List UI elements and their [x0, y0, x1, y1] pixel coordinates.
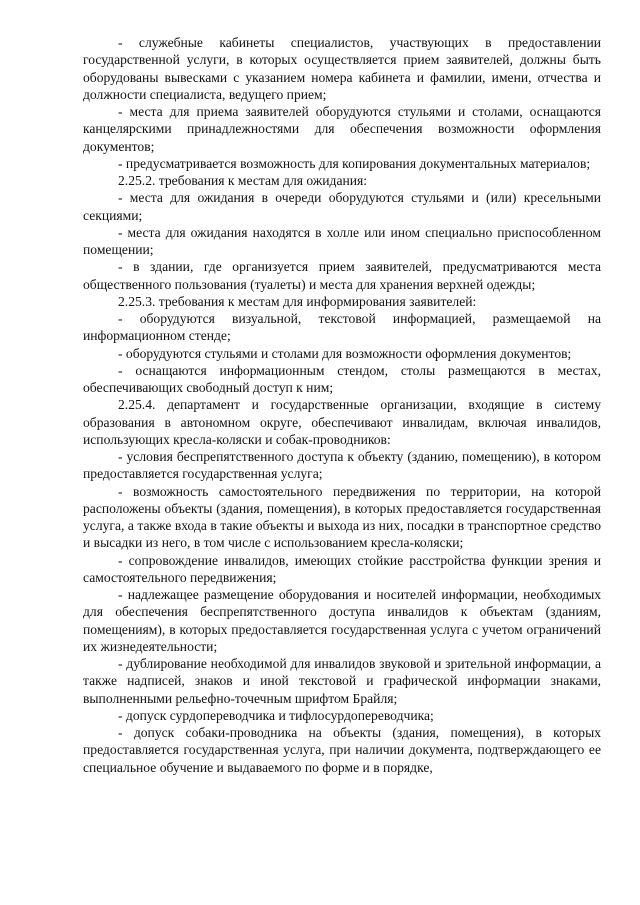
section-heading: 2.25.3. требования к местам для информирования заявителей:	[118, 293, 477, 309]
paragraph: - надлежащее размещение оборудования и носителей информации, необходимых для обеспечения беспрепятственного доступа инвалидов к объектам (зданиям, помещениям), в которых предоставляется государственная услуга с учетом ограничений их жизнедеятельности;	[83, 587, 601, 654]
paragraph: - служебные кабинеты специалистов, участвующих в предоставлении государственной услуги, в которых осуществляется прием заявителей, должны быть оборудованы вывесками с указанием номера кабинета и фамилии, имени, отчества и должности специалиста, ведущего прием;	[83, 35, 601, 102]
paragraph: - допуск сурдопереводчика и тифлосурдопереводчика;	[118, 707, 434, 723]
paragraph: - места для ожидания в очереди оборудуются стульями и (или) кресельными секциями;	[83, 190, 601, 223]
paragraph: - оборудуются стульями и столами для возможности оформления документов;	[118, 345, 572, 361]
section-heading: 2.25.2. требования к местам для ожидания:	[118, 173, 368, 188]
paragraph: - предусматривается возможность для копирования документальных материалов;	[118, 155, 591, 171]
paragraph: - оснащаются информационным стендом, столы размещаются в местах, обеспечивающих свободный доступ к ним;	[83, 362, 601, 395]
document-body	[83, 34, 601, 776]
paragraph: - сопровождение инвалидов, имеющих стойкие расстройства функции зрения и самостоятельного передвижения;	[83, 552, 601, 585]
paragraph: - оборудуются визуальной, текстовой информацией, размещаемой на информационном стенде;	[83, 311, 601, 344]
section-heading: 2.25.4. департамент и государственные организации, входящие в систему образования в автономном округе, обеспечивают инвалидам, включая инвалидов, использующих кресла-коляски и собак-проводников:	[83, 397, 601, 447]
paragraph: - условия беспрепятственного доступа к объекту (зданию, помещению), в котором предоставляется государственная услуга;	[83, 449, 601, 482]
paragraph: - места для приема заявителей оборудуются стульями и столами, оснащаются канцелярскими принадлежностями для обеспечения возможности оформления документов;	[83, 104, 601, 154]
paragraph: - места для ожидания находятся в холле или ином специально приспособленном помещении;	[83, 224, 601, 257]
paragraph: - в здании, где организуется прием заявителей, предусматриваются места общественного пользования (туалеты) и места для хранения верхней одежды;	[83, 259, 601, 292]
paragraph: - дублирование необходимой для инвалидов звуковой и зрительной информации, а также надписей, знаков и иной текстовой и графической информации знаками, выполненными рельефно-точечным шрифтом Брайля;	[83, 656, 601, 706]
paragraph: - допуск собаки-проводника на объекты (здания, помещения), в которых предоставляется государственная услуга, при наличии документа, подтверждающего ее специальное обучение и выдаваемого по форме и в порядке,	[83, 725, 601, 775]
paragraph: - возможность самостоятельного передвижения по территории, на которой расположены объекты (здания, помещения), в которых предоставляется государственная услуга, а также входа в такие объекты и выхода из них, посадки в транспортное средство и высадки из него, в том числе с использованием кресла-коляски;	[83, 483, 601, 551]
